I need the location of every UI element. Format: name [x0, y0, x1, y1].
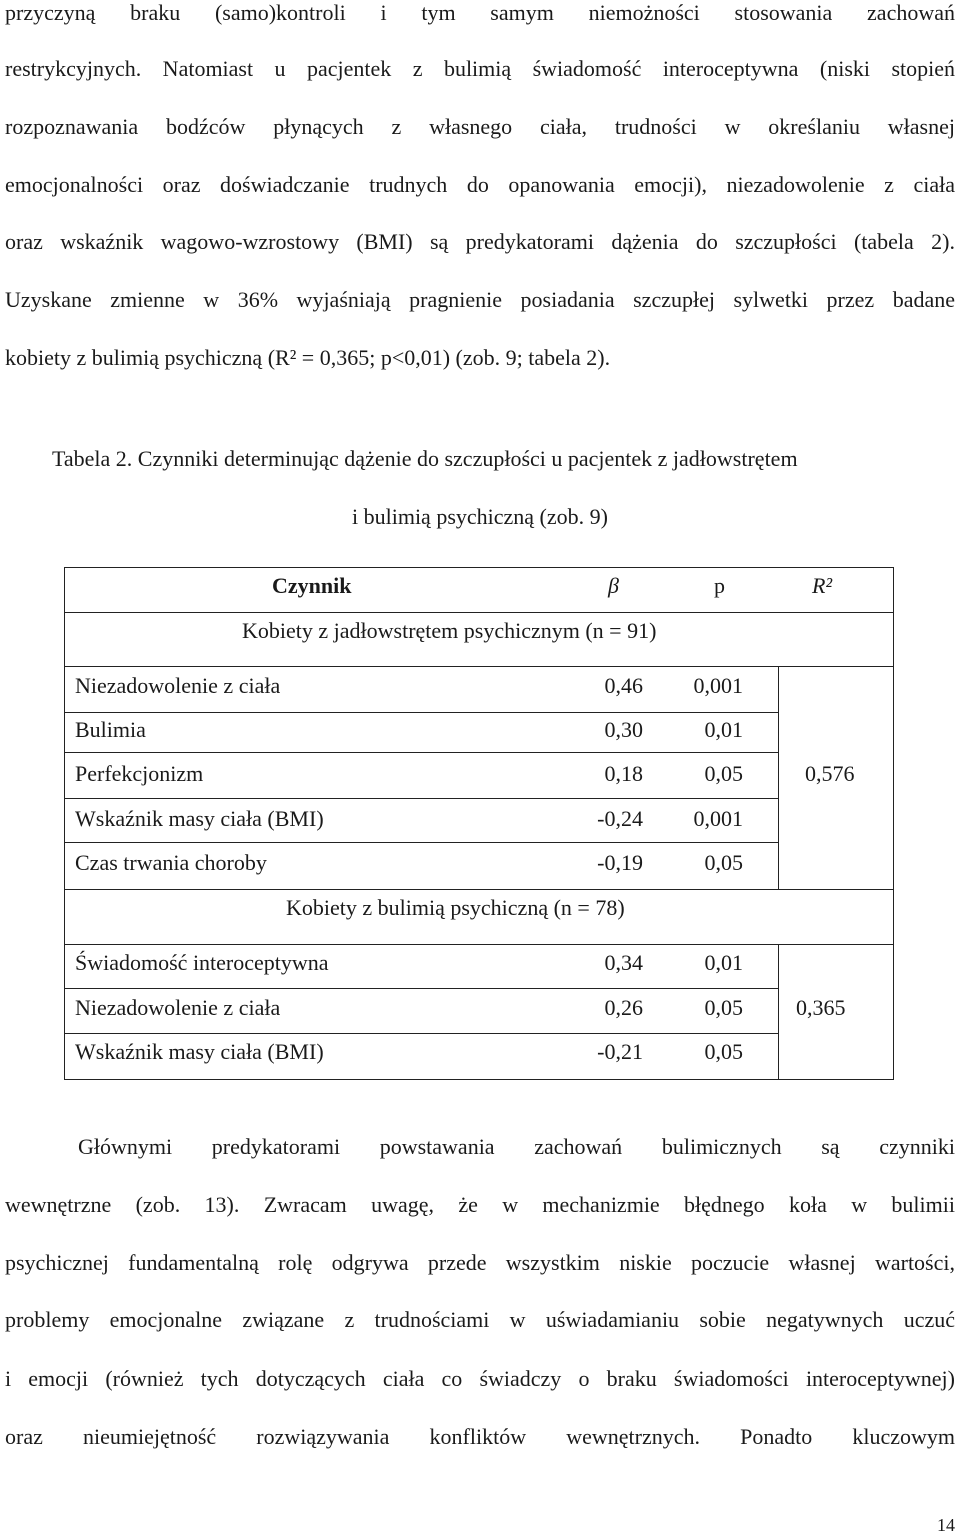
beta-cell: -0,19 — [597, 850, 643, 875]
text-line: psychicznej fundamentalną rolę odgrywa przede wszystkim niskie poczucie własnej wartości, — [5, 1250, 955, 1275]
factor-cell: Bulimia — [75, 717, 146, 742]
factor-cell: Niezadowolenie z ciała — [75, 995, 281, 1020]
group-title-bulimia: Kobiety z bulimią psychiczną (n = 78) — [286, 895, 625, 920]
table-rule — [778, 944, 779, 1080]
text-line: Uzyskane zmienne w 36% wyjaśniają pragnienie posiadania szczupłej sylwetki przez badane — [5, 287, 955, 312]
header-p: p — [714, 573, 725, 598]
table-rule — [64, 1033, 778, 1034]
text-line: wewnętrzne (zob. 13). Zwracam uwagę, że w mechanizmie błędnego koła w bulimii — [5, 1192, 955, 1217]
table-rule — [778, 666, 779, 889]
table-rule — [64, 612, 894, 613]
factor-cell: Wskaźnik masy ciała (BMI) — [75, 1039, 324, 1064]
text-line: problemy emocjonalne związane z trudnościami w uświadamianiu sobie negatywnych uczuć — [5, 1307, 955, 1332]
table-rule — [64, 889, 894, 890]
table-rule — [64, 712, 778, 713]
factor-cell: Niezadowolenie z ciała — [75, 673, 281, 698]
caption-line-2: i bulimią psychiczną (zob. 9) — [352, 504, 608, 529]
text-line: rozpoznawania bodźców płynących z własnego ciała, trudności w określaniu własnej — [5, 114, 955, 139]
factor-cell: Wskaźnik masy ciała (BMI) — [75, 806, 324, 831]
text-line: przyczyną braku (samo)kontroli i tym samym niemożności stosowania zachowań — [5, 0, 955, 25]
header-beta: β — [608, 573, 619, 598]
factor-cell: Perfekcjonizm — [75, 761, 204, 786]
table-rule — [64, 944, 894, 945]
text-line: kobiety z bulimią psychiczną (R² = 0,365; p<0,01) (zob. 9; tabela 2). — [5, 345, 611, 370]
p-cell: 0,001 — [693, 673, 743, 698]
text-line: Głównymi predykatorami powstawania zachowań bulimicznych są czynniki — [78, 1134, 955, 1159]
p-cell: 0,05 — [704, 995, 743, 1020]
group-title-anorexia: Kobiety z jadłowstrętem psychicznym (n = 91) — [242, 618, 657, 643]
table-rule — [64, 988, 778, 989]
beta-cell: 0,34 — [604, 950, 643, 975]
text-line: restrykcyjnych. Natomiast u pacjentek z bulimią świadomość interoceptywna (niski stopień — [5, 56, 955, 81]
r2-value-anorexia: 0,576 — [805, 761, 855, 786]
p-cell: 0,05 — [704, 761, 743, 786]
p-cell: 0,001 — [693, 806, 743, 831]
factor-cell: Świadomość interoceptywna — [75, 950, 329, 975]
beta-cell: -0,24 — [597, 806, 643, 831]
p-cell: 0,05 — [704, 1039, 743, 1064]
beta-cell: -0,21 — [597, 1039, 643, 1064]
page-number: 14 — [937, 1515, 955, 1535]
beta-cell: 0,26 — [604, 995, 643, 1020]
r2-value-bulimia: 0,365 — [796, 995, 846, 1020]
beta-cell: 0,30 — [604, 717, 643, 742]
p-cell: 0,01 — [704, 950, 743, 975]
p-cell: 0,01 — [704, 717, 743, 742]
table-rule — [64, 798, 778, 799]
header-r2: R² — [812, 573, 833, 598]
table-rule — [64, 752, 778, 753]
text-line: i emocji (również tych dotyczących ciała co świadczy o braku świadomości interoceptywnej) — [5, 1366, 955, 1391]
factor-cell: Czas trwania choroby — [75, 850, 267, 875]
text-line: oraz nieumiejętność rozwiązywania konfliktów wewnętrznych. Ponadto kluczowym — [5, 1424, 955, 1449]
text-line: oraz wskaźnik wagowo-wzrostowy (BMI) są predykatorami dążenia do szczupłości (tabela 2). — [5, 229, 955, 254]
header-factor: Czynnik — [272, 573, 352, 598]
p-cell: 0,05 — [704, 850, 743, 875]
table-rule — [64, 842, 778, 843]
beta-cell: 0,18 — [604, 761, 643, 786]
beta-cell: 0,46 — [604, 673, 643, 698]
caption-line-1: Tabela 2. Czynniki determinując dążenie do szczupłości u pacjentek z jadłowstrętem — [52, 446, 798, 471]
text-line: emocjonalności oraz doświadczanie trudnych do opanowania emocji), niezadowolenie z ciała — [5, 172, 955, 197]
table-rule — [64, 666, 894, 667]
